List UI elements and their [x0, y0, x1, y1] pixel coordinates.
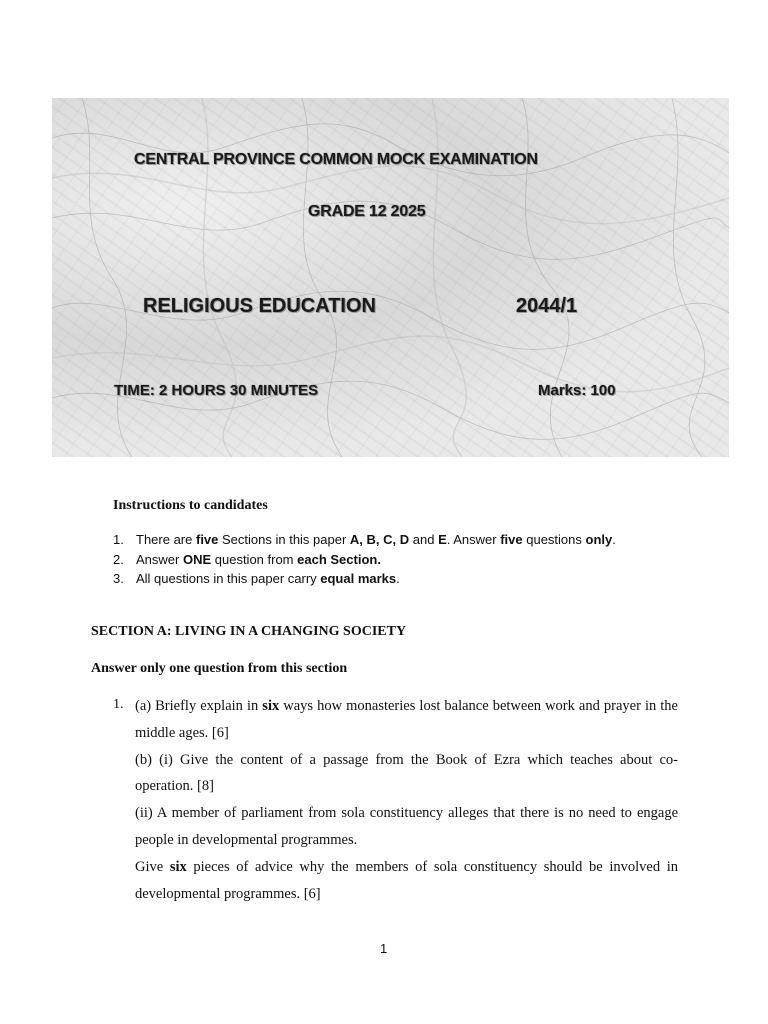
total-marks: Marks: 100 [538, 382, 616, 399]
question-text: ways how monasteries lost balance between work and prayer in the middle ages. [6] [135, 698, 678, 741]
instructions-list [113, 530, 616, 589]
instruction-emphasis: five [195, 532, 219, 547]
instruction-text: There are [136, 532, 196, 547]
instruction-number: 2. [113, 551, 124, 567]
instruction-emphasis: equal marks [320, 571, 397, 586]
exam-header-banner [52, 98, 729, 457]
question-text: Give [135, 858, 170, 875]
instruction-text: . Answer [446, 532, 501, 547]
exam-title: CENTRAL PROVINCE COMMON MOCK EXAMINATION [134, 151, 538, 168]
question-emphasis: six [169, 858, 187, 875]
section-heading: SECTION A: LIVING IN A CHANGING SOCIETY [91, 624, 407, 639]
instruction-item [113, 530, 616, 550]
instruction-text: All questions in this paper carry [136, 571, 321, 586]
time-allowed: TIME: 2 HOURS 30 MINUTES [114, 382, 319, 399]
instruction-emphasis: five [500, 532, 523, 547]
instruction-text: questions [522, 532, 586, 547]
instruction-number: 3. [113, 571, 124, 586]
question-body [135, 693, 678, 907]
instruction-text: . [612, 532, 616, 547]
instruction-item [113, 550, 616, 570]
instruction-text: and [409, 532, 439, 547]
question-part-a [135, 693, 678, 747]
instruction-number: 1. [113, 532, 124, 547]
section-subheading: Answer only one question from this section [91, 661, 348, 676]
instruction-text: Sections in this paper [218, 532, 350, 547]
question-number: 1. [113, 697, 124, 712]
instruction-emphasis: each Section. [297, 551, 381, 567]
page-number: 1 [380, 941, 388, 956]
instruction-emphasis: E [438, 532, 447, 547]
instruction-emphasis: ONE [182, 551, 212, 567]
subject-title: RELIGIOUS EDUCATION [143, 295, 376, 317]
instruction-text: question from [211, 551, 298, 567]
instructions-title: Instructions to candidates [113, 498, 268, 513]
question-part-b-ii: (ii) A member of parliament from sola constituency alleges that there is no need to engage people in developmental programmes. [135, 805, 678, 848]
question-emphasis: six [262, 698, 280, 714]
question-text: pieces of advice why the members of sola constituency should be involved in developmental programmes. [6] [135, 858, 678, 902]
question-text: (a) Briefly explain in [135, 698, 263, 714]
question-part-b-ii-advice [135, 854, 678, 908]
instruction-item [113, 569, 616, 589]
paper-code: 2044/1 [516, 295, 578, 317]
question-part-b-i: (b) (i) Give the content of a passage from the Book of Ezra which teaches about co-operation. [8] [135, 751, 678, 795]
grade-label: GRADE 12 2025 [308, 203, 426, 220]
instruction-text: . [396, 571, 400, 586]
instruction-emphasis: A, B, C, D [349, 532, 410, 547]
instruction-emphasis: only [585, 532, 613, 547]
instruction-text: Answer [136, 551, 183, 567]
